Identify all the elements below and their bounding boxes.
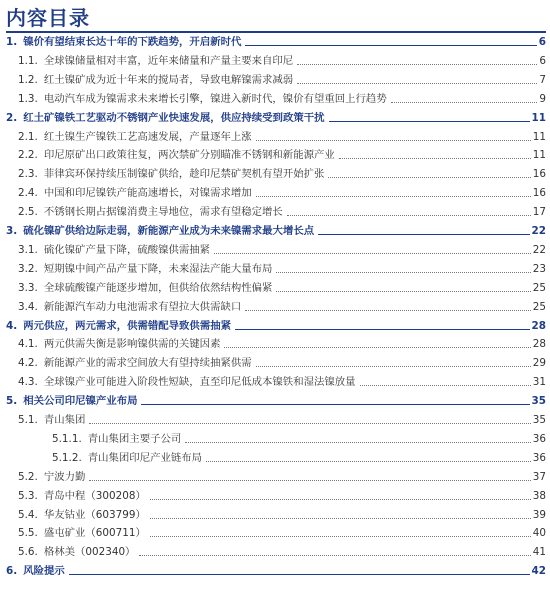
toc-entry-leader <box>328 177 530 178</box>
toc-entry-page: 35 <box>532 414 546 426</box>
toc-entry-label <box>0 185 254 201</box>
toc-entry-page: 39 <box>532 508 546 521</box>
toc-entry-page: 11 <box>532 130 546 143</box>
toc-entry-leader <box>185 442 531 443</box>
toc-entry[interactable] <box>0 53 550 69</box>
toc-entry-number: 2.3. <box>18 168 38 181</box>
toc-entry-page: 25 <box>532 281 546 294</box>
toc-entry-text: 华友钴业（603799） <box>43 508 146 521</box>
title-divider <box>6 31 546 33</box>
toc-entry-leader <box>150 536 531 537</box>
toc-entry-number: 5.5. <box>18 527 38 540</box>
toc-entry[interactable] <box>0 129 550 145</box>
toc-entry-leader <box>276 291 530 292</box>
toc-entry-text: 硫化镍矿产量下降，硫酸镍供需抽紧 <box>43 243 211 256</box>
toc-entry-page: 6 <box>539 54 546 67</box>
toc-entry-label <box>0 261 274 277</box>
toc-entry-text: 两元供需失衡是影响镍供需的关键因素 <box>43 338 221 351</box>
toc-entry-text: 短期镍中间产品产量下降，未来湿法产能大量布局 <box>43 262 273 275</box>
toc-entry-page: 16 <box>532 187 546 200</box>
toc-entry-number: 3.2. <box>18 262 38 275</box>
toc-entry-leader <box>206 461 531 462</box>
toc-entry[interactable] <box>0 110 550 126</box>
toc-entry-number: 2.1. <box>18 130 38 143</box>
toc-entry-page: 28 <box>531 319 546 332</box>
toc-entry-page: 23 <box>532 262 546 275</box>
toc-entry[interactable] <box>0 412 550 428</box>
toc-entry-leader <box>245 310 531 311</box>
toc-entry-leader <box>329 121 530 122</box>
toc-entry-text: 硫化镍矿供给边际走弱，新能源产业成为未来镍需求最大增长点 <box>23 225 315 237</box>
toc-entry-page: 6 <box>538 36 546 48</box>
toc-entry-page: 36 <box>532 432 546 445</box>
toc-entry[interactable] <box>0 563 550 579</box>
toc-entry-page: 42 <box>531 565 546 578</box>
toc-entry-number: 5.1. <box>18 414 38 426</box>
toc-entry[interactable] <box>0 488 550 504</box>
toc-entry-text: 两元供应，两元需求，供需错配导致供需抽紧 <box>23 319 231 332</box>
toc-entry[interactable] <box>0 374 550 390</box>
toc-entry-text: 青山集团主要子公司 <box>87 432 182 445</box>
toc-entry-label <box>0 147 337 163</box>
toc-entry-label <box>0 166 326 182</box>
toc-entry-label <box>0 280 274 296</box>
toc-entry-page: 35 <box>531 395 546 408</box>
toc-entry-leader <box>214 253 531 254</box>
toc-entry-leader <box>256 140 531 141</box>
toc-entry-label <box>0 336 222 352</box>
toc-entry[interactable] <box>0 166 550 182</box>
toc-entry[interactable] <box>0 318 550 334</box>
toc-entry-label <box>0 110 327 126</box>
toc-entry-label <box>0 488 148 504</box>
toc-entry-page: 38 <box>532 489 546 502</box>
toc-entry-page: 31 <box>532 376 546 389</box>
toc-entry-leader <box>69 574 530 575</box>
toc-entry-page: 11 <box>531 111 546 124</box>
toc-entry-number: 1.3. <box>18 92 38 105</box>
toc-entry-number: 2. <box>6 111 18 124</box>
toc-entry-leader <box>318 234 529 235</box>
toc-entry[interactable] <box>0 261 550 277</box>
toc-entry-page: 11 <box>532 149 546 162</box>
toc-entry-leader <box>245 45 536 46</box>
toc-entry-number: 4. <box>6 319 18 332</box>
toc-entry-text: 不锈钢长期占据镍消费主导地位，需求有望稳定增长 <box>43 206 283 219</box>
toc-entry-label <box>0 53 295 69</box>
toc-entry-label <box>0 34 243 50</box>
toc-entry[interactable] <box>0 147 550 163</box>
toc-entry-text: 菲律宾环保持续压制镍矿供给，趁印尼禁矿契机有望开始扩张 <box>43 168 325 181</box>
toc-entry[interactable] <box>0 72 550 88</box>
toc-entry-page: 41 <box>532 546 546 559</box>
toc-entry-number: 4.3. <box>18 376 38 389</box>
toc-entry-page: 29 <box>532 357 546 370</box>
toc-entry-number: 3.4. <box>18 300 38 313</box>
toc-entry-page: 17 <box>532 206 546 219</box>
toc-entry-page: 25 <box>532 300 546 313</box>
toc-entry-number: 3. <box>6 225 18 237</box>
toc-entry-number: 5. <box>6 395 18 408</box>
toc-entry-number: 5.6. <box>18 546 38 559</box>
toc-entry-text: 盛屯矿业（600711） <box>43 527 146 540</box>
toc-entry-label <box>0 299 243 315</box>
toc-entry[interactable] <box>0 431 550 447</box>
toc-entry-text: 风险提示 <box>23 565 65 578</box>
toc-entry-label <box>0 563 67 579</box>
toc-entry-label <box>0 450 204 466</box>
toc-entry-number: 1. <box>6 36 18 48</box>
toc-entry-leader <box>256 196 531 197</box>
toc-entry-leader <box>89 423 530 424</box>
toc-entry-page: 40 <box>532 527 546 540</box>
toc-entry-number: 5.1.1. <box>52 432 82 445</box>
toc-entry-label <box>0 223 316 239</box>
toc-title: 内容目录 <box>6 6 90 30</box>
toc-entry-label <box>0 242 212 258</box>
toc-entry-label <box>0 204 285 220</box>
toc-entry[interactable] <box>0 544 550 560</box>
toc-entry-leader <box>391 102 538 103</box>
toc-entry-text: 相关公司印尼镍产业布局 <box>23 395 138 408</box>
toc-entry-leader <box>150 499 531 500</box>
toc-entry-leader <box>224 347 530 348</box>
toc-entry-page: 16 <box>532 168 546 181</box>
toc-entry-page: 7 <box>539 73 546 86</box>
toc-entry-label <box>0 72 295 88</box>
toc-entry-text: 青山集团印尼产业链布局 <box>87 451 203 464</box>
toc-entry-page: 9 <box>539 92 546 105</box>
toc-entry-text: 格林美（002340） <box>43 546 136 559</box>
toc-entry-page: 36 <box>532 451 546 464</box>
toc-entry[interactable] <box>0 525 550 541</box>
toc-entry-label <box>0 393 139 409</box>
toc-entry[interactable] <box>0 507 550 523</box>
toc-entry-text: 印尼原矿出口政策往复，两次禁矿分别瞄准不锈钢和新能源产业 <box>43 149 335 162</box>
toc-entry-text: 新能源汽车动力电池需求有望拉大供需缺口 <box>43 300 242 313</box>
toc-entry[interactable] <box>0 204 550 220</box>
toc-entry[interactable] <box>0 469 550 485</box>
toc-entry[interactable] <box>0 336 550 352</box>
toc-entry-text: 红土镍生产镍铁工艺高速发展，产量逐年上涨 <box>43 130 252 143</box>
toc-entry[interactable] <box>0 299 550 315</box>
toc-entry-label <box>0 412 87 428</box>
toc-entry-text: 全球硫酸镍产能逐步增加，但供给依然结构性偏紧 <box>43 281 273 294</box>
toc-entry-text: 红土镍矿成为近十年来的搅局者，导致电解镍需求减弱 <box>43 73 294 86</box>
toc-entry-leader <box>287 215 531 216</box>
toc-entry-leader <box>150 518 531 519</box>
toc-entry-label <box>0 431 183 447</box>
toc-entry-label <box>0 374 358 390</box>
toc-entry-number: 3.3. <box>18 281 38 294</box>
toc-entry[interactable] <box>0 393 550 409</box>
toc-entry-page: 37 <box>532 470 546 483</box>
toc-entry-number: 5.3. <box>18 489 38 502</box>
toc-entry[interactable] <box>0 223 550 239</box>
toc-entry-label <box>0 91 389 107</box>
toc-entry-number: 2.5. <box>18 206 38 219</box>
toc-entry-text: 红土矿镍铁工艺驱动不锈钢产业快速发展，供应持续受到政策干扰 <box>23 111 325 124</box>
toc-entry-number: 5.1.2. <box>52 451 82 464</box>
toc-entry-number: 1.2. <box>18 73 38 86</box>
toc-entry-leader <box>256 366 531 367</box>
toc-entry-text: 全球镍储量相对丰富，近年来储量和产量主要来自印尼 <box>43 54 294 67</box>
toc-entry-leader <box>89 480 530 481</box>
toc-entry-label <box>0 318 233 334</box>
toc-entry-text: 全球镍产业可能进入阶段性短缺，直至印尼低成本镍铁和湿法镍放量 <box>43 376 356 389</box>
toc-entry-number: 1.1. <box>18 54 38 67</box>
toc-entry-text: 中国和印尼镍铁产能高速增长，对镍需求增加 <box>43 187 252 200</box>
toc-entry-number: 4.2. <box>18 357 38 370</box>
toc-entry-text: 青山集团 <box>43 414 86 426</box>
toc-entry-page: 22 <box>532 243 546 256</box>
toc-entry-leader <box>297 64 537 65</box>
toc-entry-leader <box>297 83 537 84</box>
toc-entry-number: 6. <box>6 565 18 578</box>
toc-entry-number: 2.2. <box>18 149 38 162</box>
toc-entry-page: 28 <box>532 338 546 351</box>
toc-entry-number: 3.1. <box>18 243 38 256</box>
toc-entry-label <box>0 507 148 523</box>
toc-entry-label <box>0 544 137 560</box>
toc-entry-text: 青岛中程（300208） <box>43 489 146 502</box>
toc-entry-leader <box>339 158 531 159</box>
toc-entry-leader <box>360 385 531 386</box>
toc-entry[interactable] <box>0 34 550 50</box>
toc-entry-leader <box>235 329 530 330</box>
toc-entry-label <box>0 525 148 541</box>
toc-entry[interactable] <box>0 91 550 107</box>
toc-entry-text: 新能源产业的需求空间放大有望持续抽紧供需 <box>43 357 252 370</box>
toc-entry-number: 4.1. <box>18 338 38 351</box>
toc-entry-number: 2.4. <box>18 187 38 200</box>
toc-entry-page: 22 <box>531 225 546 237</box>
toc-entry-label <box>0 355 254 371</box>
toc-entry-text: 镍价有望结束长达十年的下跌趋势，开启新时代 <box>23 36 242 48</box>
toc-entry-leader <box>141 404 529 405</box>
toc-entry-leader <box>139 555 530 556</box>
toc-entry[interactable] <box>0 280 550 296</box>
toc-entry[interactable] <box>0 185 550 201</box>
toc-entry-label <box>0 469 87 485</box>
toc-entry[interactable] <box>0 355 550 371</box>
toc-entry[interactable] <box>0 242 550 258</box>
toc-entry-label <box>0 129 254 145</box>
toc-entry-number: 5.4. <box>18 508 38 521</box>
toc-entry-number: 5.2. <box>18 470 38 483</box>
toc-entry-text: 宁波力勤 <box>43 470 86 483</box>
toc-entry-text: 电动汽车成为镍需求未来增长引擎，镍进入新时代，镍价有望重回上行趋势 <box>43 92 387 105</box>
toc-entry[interactable] <box>0 450 550 466</box>
toc-entry-leader <box>276 272 530 273</box>
